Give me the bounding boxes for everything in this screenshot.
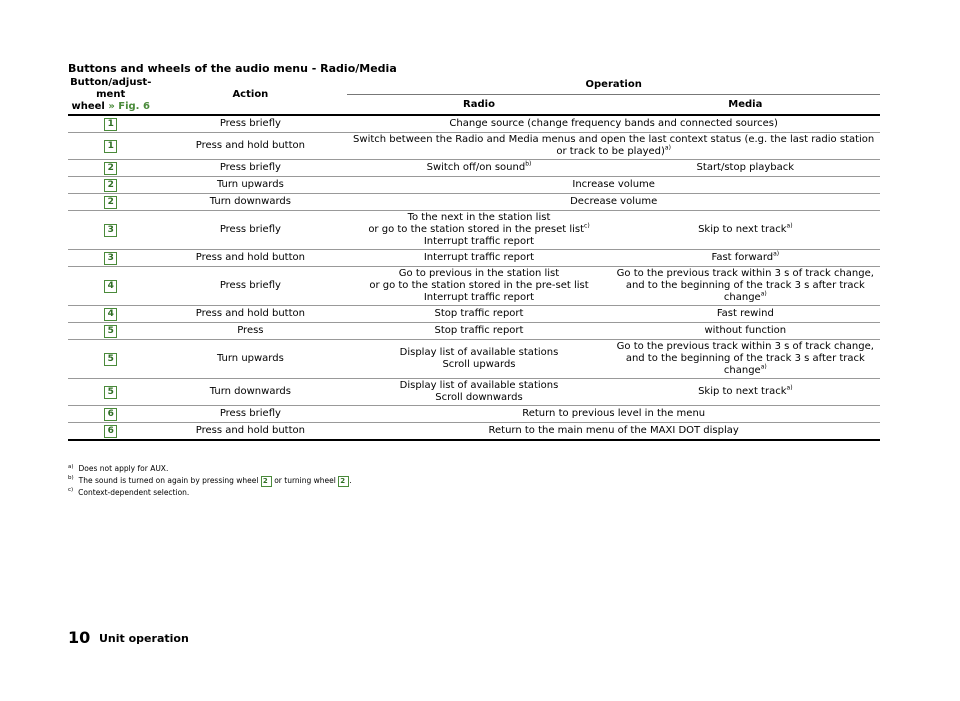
- page-number: 10: [68, 628, 91, 647]
- table-row: [68, 306, 880, 323]
- cell-radio: Stop traffic report: [347, 323, 610, 340]
- cell-key: [68, 160, 153, 177]
- cell-operation: Decrease volume: [347, 194, 880, 211]
- table-row: [68, 379, 880, 406]
- table-row: [68, 211, 880, 250]
- table-row: [68, 340, 880, 379]
- footnote-ref: b): [525, 160, 532, 168]
- table-row: [68, 267, 880, 306]
- header-radio: Radio: [347, 95, 610, 115]
- cell-action: Press briefly: [153, 160, 347, 177]
- cell-operation: Return to previous level in the menu: [347, 406, 880, 423]
- header-action: Action: [153, 76, 347, 115]
- cell-media: Fast rewind: [611, 306, 880, 323]
- control-key: 5: [104, 325, 117, 338]
- cell-key: [68, 115, 153, 133]
- cell-action: Press: [153, 323, 347, 340]
- cell-action: Press and hold button: [153, 133, 347, 160]
- cell-action: Turn downwards: [153, 379, 347, 406]
- cell-key: [68, 250, 153, 267]
- cell-key: [68, 211, 153, 250]
- cell-operation: Change source (change frequency bands and connected sources): [347, 115, 880, 133]
- cell-key: [68, 133, 153, 160]
- control-key: 2: [104, 196, 117, 209]
- cell-key: [68, 267, 153, 306]
- footnote-ref: a): [786, 222, 793, 230]
- cell-media: without function: [611, 323, 880, 340]
- cell-key: [68, 306, 153, 323]
- cell-media: Start/stop playback: [611, 160, 880, 177]
- control-key: 4: [104, 280, 117, 293]
- table-row: [68, 323, 880, 340]
- footnote-ref: c): [584, 222, 590, 230]
- cell-key: [68, 194, 153, 211]
- cell-key: [68, 340, 153, 379]
- header-media: Media: [611, 95, 880, 115]
- footnote-b: $^{b)}$ The sound is turned on again by pressing wheel 2 or turning wheel 2 .: [68, 475, 352, 485]
- table-row: [68, 160, 880, 177]
- cell-action: Press and hold button: [153, 306, 347, 323]
- cell-radio: Display list of available stations Scroll downwards: [347, 379, 610, 406]
- cell-radio: To the next in the station list or go to the station stored in the preset list$^{c)}$ Interrupt traffic report: [347, 211, 610, 250]
- header-operation: Operation: [347, 76, 880, 95]
- control-key: 5: [104, 353, 117, 366]
- table-row: [68, 177, 880, 194]
- wheel-key: 2: [338, 476, 349, 487]
- control-key: 4: [104, 308, 117, 321]
- cell-action: Turn upwards: [153, 177, 347, 194]
- footnote-ref: a): [773, 250, 780, 258]
- cell-radio: Stop traffic report: [347, 306, 610, 323]
- cell-action: Press briefly: [153, 267, 347, 306]
- cell-media: Go to the previous track within 3 s of track change, and to the beginning of the track 3 s after track change$^{a)}$: [611, 340, 880, 379]
- control-key: 1: [104, 140, 117, 153]
- footnote-a: $^{a)}$ Does not apply for AUX.: [68, 463, 169, 473]
- cell-media: Fast forward$^{a)}$: [611, 250, 880, 267]
- cell-action: Turn upwards: [153, 340, 347, 379]
- cell-action: Turn downwards: [153, 194, 347, 211]
- control-key: 1: [104, 118, 117, 131]
- footnote-ref: a): [664, 144, 671, 152]
- control-key: 3: [104, 252, 117, 265]
- cell-media: Skip to next track$^{a)}$: [611, 211, 880, 250]
- table-row: [68, 423, 880, 441]
- footnote-ref: a): [760, 290, 767, 298]
- cell-radio: Interrupt traffic report: [347, 250, 610, 267]
- footnote-ref: a): [760, 363, 767, 371]
- fig-link[interactable]: » Fig. 6: [108, 101, 150, 112]
- footnote-ref: a): [786, 384, 793, 392]
- cell-key: [68, 323, 153, 340]
- cell-key: [68, 406, 153, 423]
- table-title: Buttons and wheels of the audio menu - Radio/Media: [68, 62, 397, 75]
- cell-radio: Go to previous in the station list or go to the station stored in the pre-set list Interrupt traffic report: [347, 267, 610, 306]
- cell-action: Press briefly: [153, 115, 347, 133]
- section-title: Unit operation: [99, 632, 189, 645]
- table-row: [68, 194, 880, 211]
- control-key: 3: [104, 224, 117, 237]
- cell-action: Press and hold button: [153, 250, 347, 267]
- cell-media: Go to the previous track within 3 s of track change, and to the beginning of the track 3 s after track change$^{a)}$: [611, 267, 880, 306]
- cell-operation: Increase volume: [347, 177, 880, 194]
- audio-controls-table: [68, 76, 880, 441]
- table-row: [68, 406, 880, 423]
- control-key: 2: [104, 162, 117, 175]
- cell-action: Press briefly: [153, 211, 347, 250]
- control-key: 6: [104, 425, 117, 438]
- table-row: [68, 250, 880, 267]
- control-key: 5: [104, 386, 117, 399]
- footnote-c: $^{c)}$ Context-dependent selection.: [68, 487, 190, 497]
- header-button: Button/adjust- ment wheel » Fig. 6: [68, 76, 153, 115]
- footnotes: [68, 463, 352, 498]
- cell-operation: Return to the main menu of the MAXI DOT display: [347, 423, 880, 441]
- cell-media: Skip to next track$^{a)}$: [611, 379, 880, 406]
- cell-operation: Switch between the Radio and Media menus and open the last context status (e.g. the last radio station or track to be played)$^{a)}$: [347, 133, 880, 160]
- cell-radio: Display list of available stations Scroll upwards: [347, 340, 610, 379]
- control-key: 2: [104, 179, 117, 192]
- table-row: [68, 133, 880, 160]
- cell-action: Press and hold button: [153, 423, 347, 441]
- cell-radio: Switch off/on sound$^{b)}$: [347, 160, 610, 177]
- wheel-key: 2: [261, 476, 272, 487]
- cell-action: Press briefly: [153, 406, 347, 423]
- table-row: [68, 115, 880, 133]
- cell-key: [68, 177, 153, 194]
- control-key: 6: [104, 408, 117, 421]
- cell-key: [68, 379, 153, 406]
- cell-key: [68, 423, 153, 441]
